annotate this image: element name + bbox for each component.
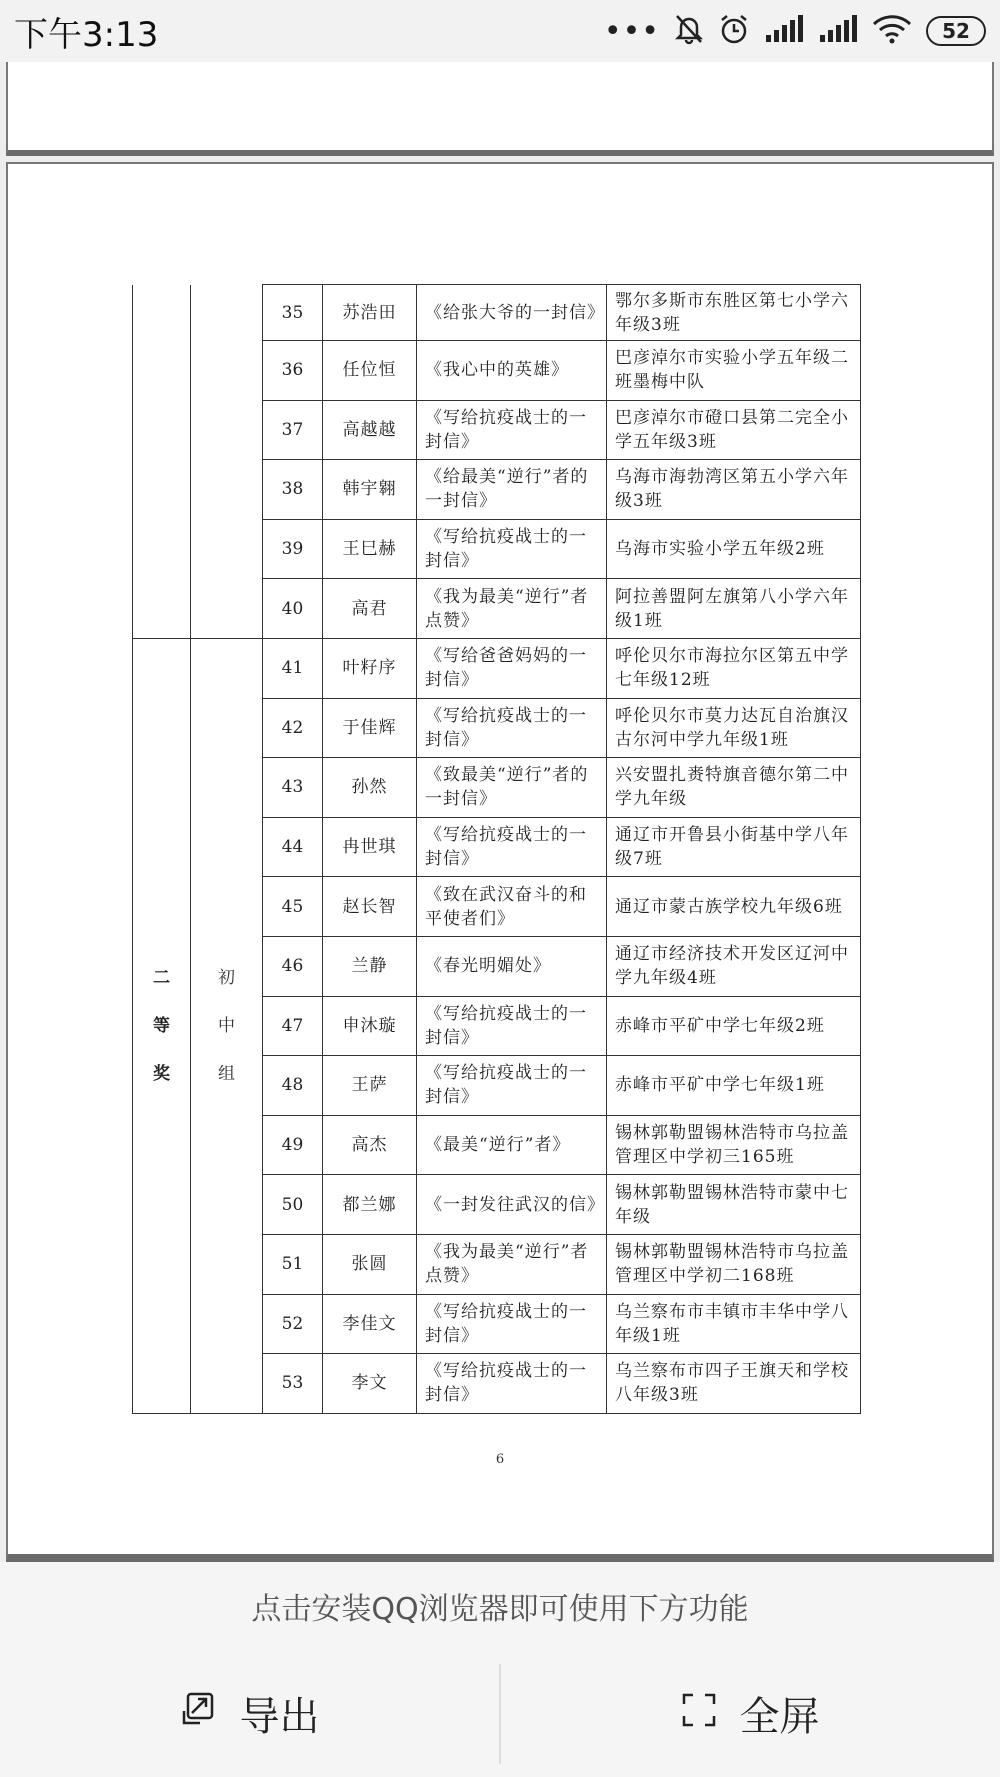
entry-number: 35	[263, 285, 323, 341]
entry-number: 46	[263, 936, 323, 996]
student-name: 韩宇翱	[323, 460, 417, 520]
group-label-char: 组	[218, 1063, 235, 1084]
school-class: 乌兰察布市丰镇市丰华中学八年级1班	[607, 1294, 861, 1354]
entry-number: 39	[263, 519, 323, 579]
school-class: 锡林郭勒盟锡林浩特市蒙中七年级	[607, 1175, 861, 1235]
work-title: 《写给爸爸妈妈的一封信》	[417, 638, 607, 698]
work-title: 《写给抗疫战士的一封信》	[417, 698, 607, 758]
page-number: 6	[495, 1452, 505, 1467]
entry-number: 38	[263, 460, 323, 520]
rank-label-char: 奖	[153, 1063, 170, 1084]
school-class: 阿拉善盟阿左旗第八小学六年级1班	[607, 579, 861, 639]
entry-number: 48	[263, 1056, 323, 1116]
work-title: 《致最美“逆行”者的一封信》	[417, 758, 607, 818]
entry-number: 40	[263, 579, 323, 639]
student-name: 李文	[323, 1354, 417, 1414]
install-qq-browser-hint[interactable]: 点击安装QQ浏览器即可使用下方功能	[251, 1592, 749, 1627]
table-row	[133, 638, 861, 698]
previous-page-fragment	[6, 62, 994, 156]
student-name: 高杰	[323, 1115, 417, 1175]
wifi-icon	[872, 14, 912, 48]
student-name: 于佳辉	[323, 698, 417, 758]
entry-number: 43	[263, 758, 323, 818]
student-name: 申沐璇	[323, 996, 417, 1056]
group-cell	[191, 638, 263, 1413]
work-title: 《春光明媚处》	[417, 936, 607, 996]
school-class: 呼伦贝尔市莫力达瓦自治旗汉古尔河中学九年级1班	[607, 698, 861, 758]
school-class: 赤峰市平矿中学七年级1班	[607, 1056, 861, 1116]
work-title: 《写给抗疫战士的一封信》	[417, 1354, 607, 1414]
student-name: 李佳文	[323, 1294, 417, 1354]
entry-number: 41	[263, 638, 323, 698]
student-name: 苏浩田	[323, 285, 417, 341]
fullscreen-button[interactable]	[501, 1650, 1000, 1777]
entry-number: 37	[263, 400, 323, 460]
entry-number: 45	[263, 877, 323, 937]
rank-cell	[133, 638, 191, 1413]
entry-number: 50	[263, 1175, 323, 1235]
work-title: 《我为最美“逆行”者点赞》	[417, 579, 607, 639]
work-title: 《我为最美“逆行”者点赞》	[417, 1234, 607, 1294]
fullscreen-label: 全屏	[739, 1694, 820, 1740]
entry-number: 44	[263, 817, 323, 877]
work-title: 《写给抗疫战士的一封信》	[417, 1294, 607, 1354]
status-time: 下午3:13	[14, 14, 159, 55]
school-class: 赤峰市平矿中学七年级2班	[607, 996, 861, 1056]
export-icon	[180, 1691, 216, 1737]
work-title: 《给张大爷的一封信》	[417, 285, 607, 341]
entry-number: 47	[263, 996, 323, 1056]
school-class: 通辽市开鲁县小街基中学八年级7班	[607, 817, 861, 877]
export-button[interactable]	[0, 1650, 499, 1777]
student-name: 都兰娜	[323, 1175, 417, 1235]
signal-icon	[764, 15, 804, 47]
export-label: 导出	[239, 1694, 320, 1740]
student-name: 王巳赫	[323, 519, 417, 579]
status-bar	[0, 0, 1000, 62]
school-class: 通辽市经济技术开发区辽河中学九年级4班	[607, 936, 861, 996]
work-title: 《给最美“逆行”者的一封信》	[417, 460, 607, 520]
alarm-icon	[718, 13, 750, 49]
group-label-char: 初	[218, 967, 235, 988]
school-class: 巴彦淖尔市磴口县第二完全小学五年级3班	[607, 400, 861, 460]
action-bar	[0, 1650, 1000, 1777]
award-table	[132, 284, 861, 1414]
student-name: 兰静	[323, 936, 417, 996]
entry-number: 42	[263, 698, 323, 758]
work-title: 《写给抗疫战士的一封信》	[417, 996, 607, 1056]
group-cell-previous	[191, 285, 263, 639]
work-title: 《写给抗疫战士的一封信》	[417, 519, 607, 579]
student-name: 高君	[323, 579, 417, 639]
entry-number: 36	[263, 341, 323, 401]
signal-icon-2	[818, 15, 858, 47]
student-name: 高越越	[323, 400, 417, 460]
student-name: 冉世琪	[323, 817, 417, 877]
award-table-body	[133, 285, 861, 1414]
school-class: 乌海市实验小学五年级2班	[607, 519, 861, 579]
work-title: 《一封发往武汉的信》	[417, 1175, 607, 1235]
fullscreen-icon	[682, 1691, 716, 1737]
work-title: 《写给抗疫战士的一封信》	[417, 817, 607, 877]
more-notifications-icon: •••	[603, 13, 660, 49]
entry-number: 51	[263, 1234, 323, 1294]
student-name: 王萨	[323, 1056, 417, 1116]
school-class: 通辽市蒙古族学校九年级6班	[607, 877, 861, 937]
school-class: 锡林郭勒盟锡林浩特市乌拉盖管理区中学初二168班	[607, 1234, 861, 1294]
entry-number: 53	[263, 1354, 323, 1414]
work-title: 《写给抗疫战士的一封信》	[417, 1056, 607, 1116]
work-title: 《我心中的英雄》	[417, 341, 607, 401]
work-title: 《写给抗疫战士的一封信》	[417, 400, 607, 460]
entry-number: 52	[263, 1294, 323, 1354]
rank-cell-previous	[133, 285, 191, 639]
battery-indicator: 52	[926, 16, 986, 46]
rank-label-char: 等	[153, 1015, 170, 1036]
school-class: 乌兰察布市四子王旗天和学校八年级3班	[607, 1354, 861, 1414]
school-class: 呼伦贝尔市海拉尔区第五中学七年级12班	[607, 638, 861, 698]
work-title: 《致在武汉奋斗的和平使者们》	[417, 877, 607, 937]
student-name: 任位恒	[323, 341, 417, 401]
table-row	[133, 285, 861, 341]
student-name: 赵长智	[323, 877, 417, 937]
school-class: 兴安盟扎赉特旗音德尔第二中学九年级	[607, 758, 861, 818]
rank-label-char: 二	[153, 967, 170, 988]
student-name: 叶籽序	[323, 638, 417, 698]
student-name: 张圆	[323, 1234, 417, 1294]
school-class: 锡林郭勒盟锡林浩特市乌拉盖管理区中学初三165班	[607, 1115, 861, 1175]
school-class: 巴彦淖尔市实验小学五年级二班墨梅中队	[607, 341, 861, 401]
group-label-char: 中	[218, 1015, 235, 1036]
mute-bell-icon	[674, 13, 704, 49]
document-page	[6, 162, 994, 1562]
school-class: 鄂尔多斯市东胜区第七小学六年级3班	[607, 285, 861, 341]
status-icons	[604, 13, 986, 49]
bottom-panel	[0, 1562, 1000, 1777]
work-title: 《最美“逆行”者》	[417, 1115, 607, 1175]
entry-number: 49	[263, 1115, 323, 1175]
school-class: 乌海市海勃湾区第五小学六年级3班	[607, 460, 861, 520]
student-name: 孙然	[323, 758, 417, 818]
